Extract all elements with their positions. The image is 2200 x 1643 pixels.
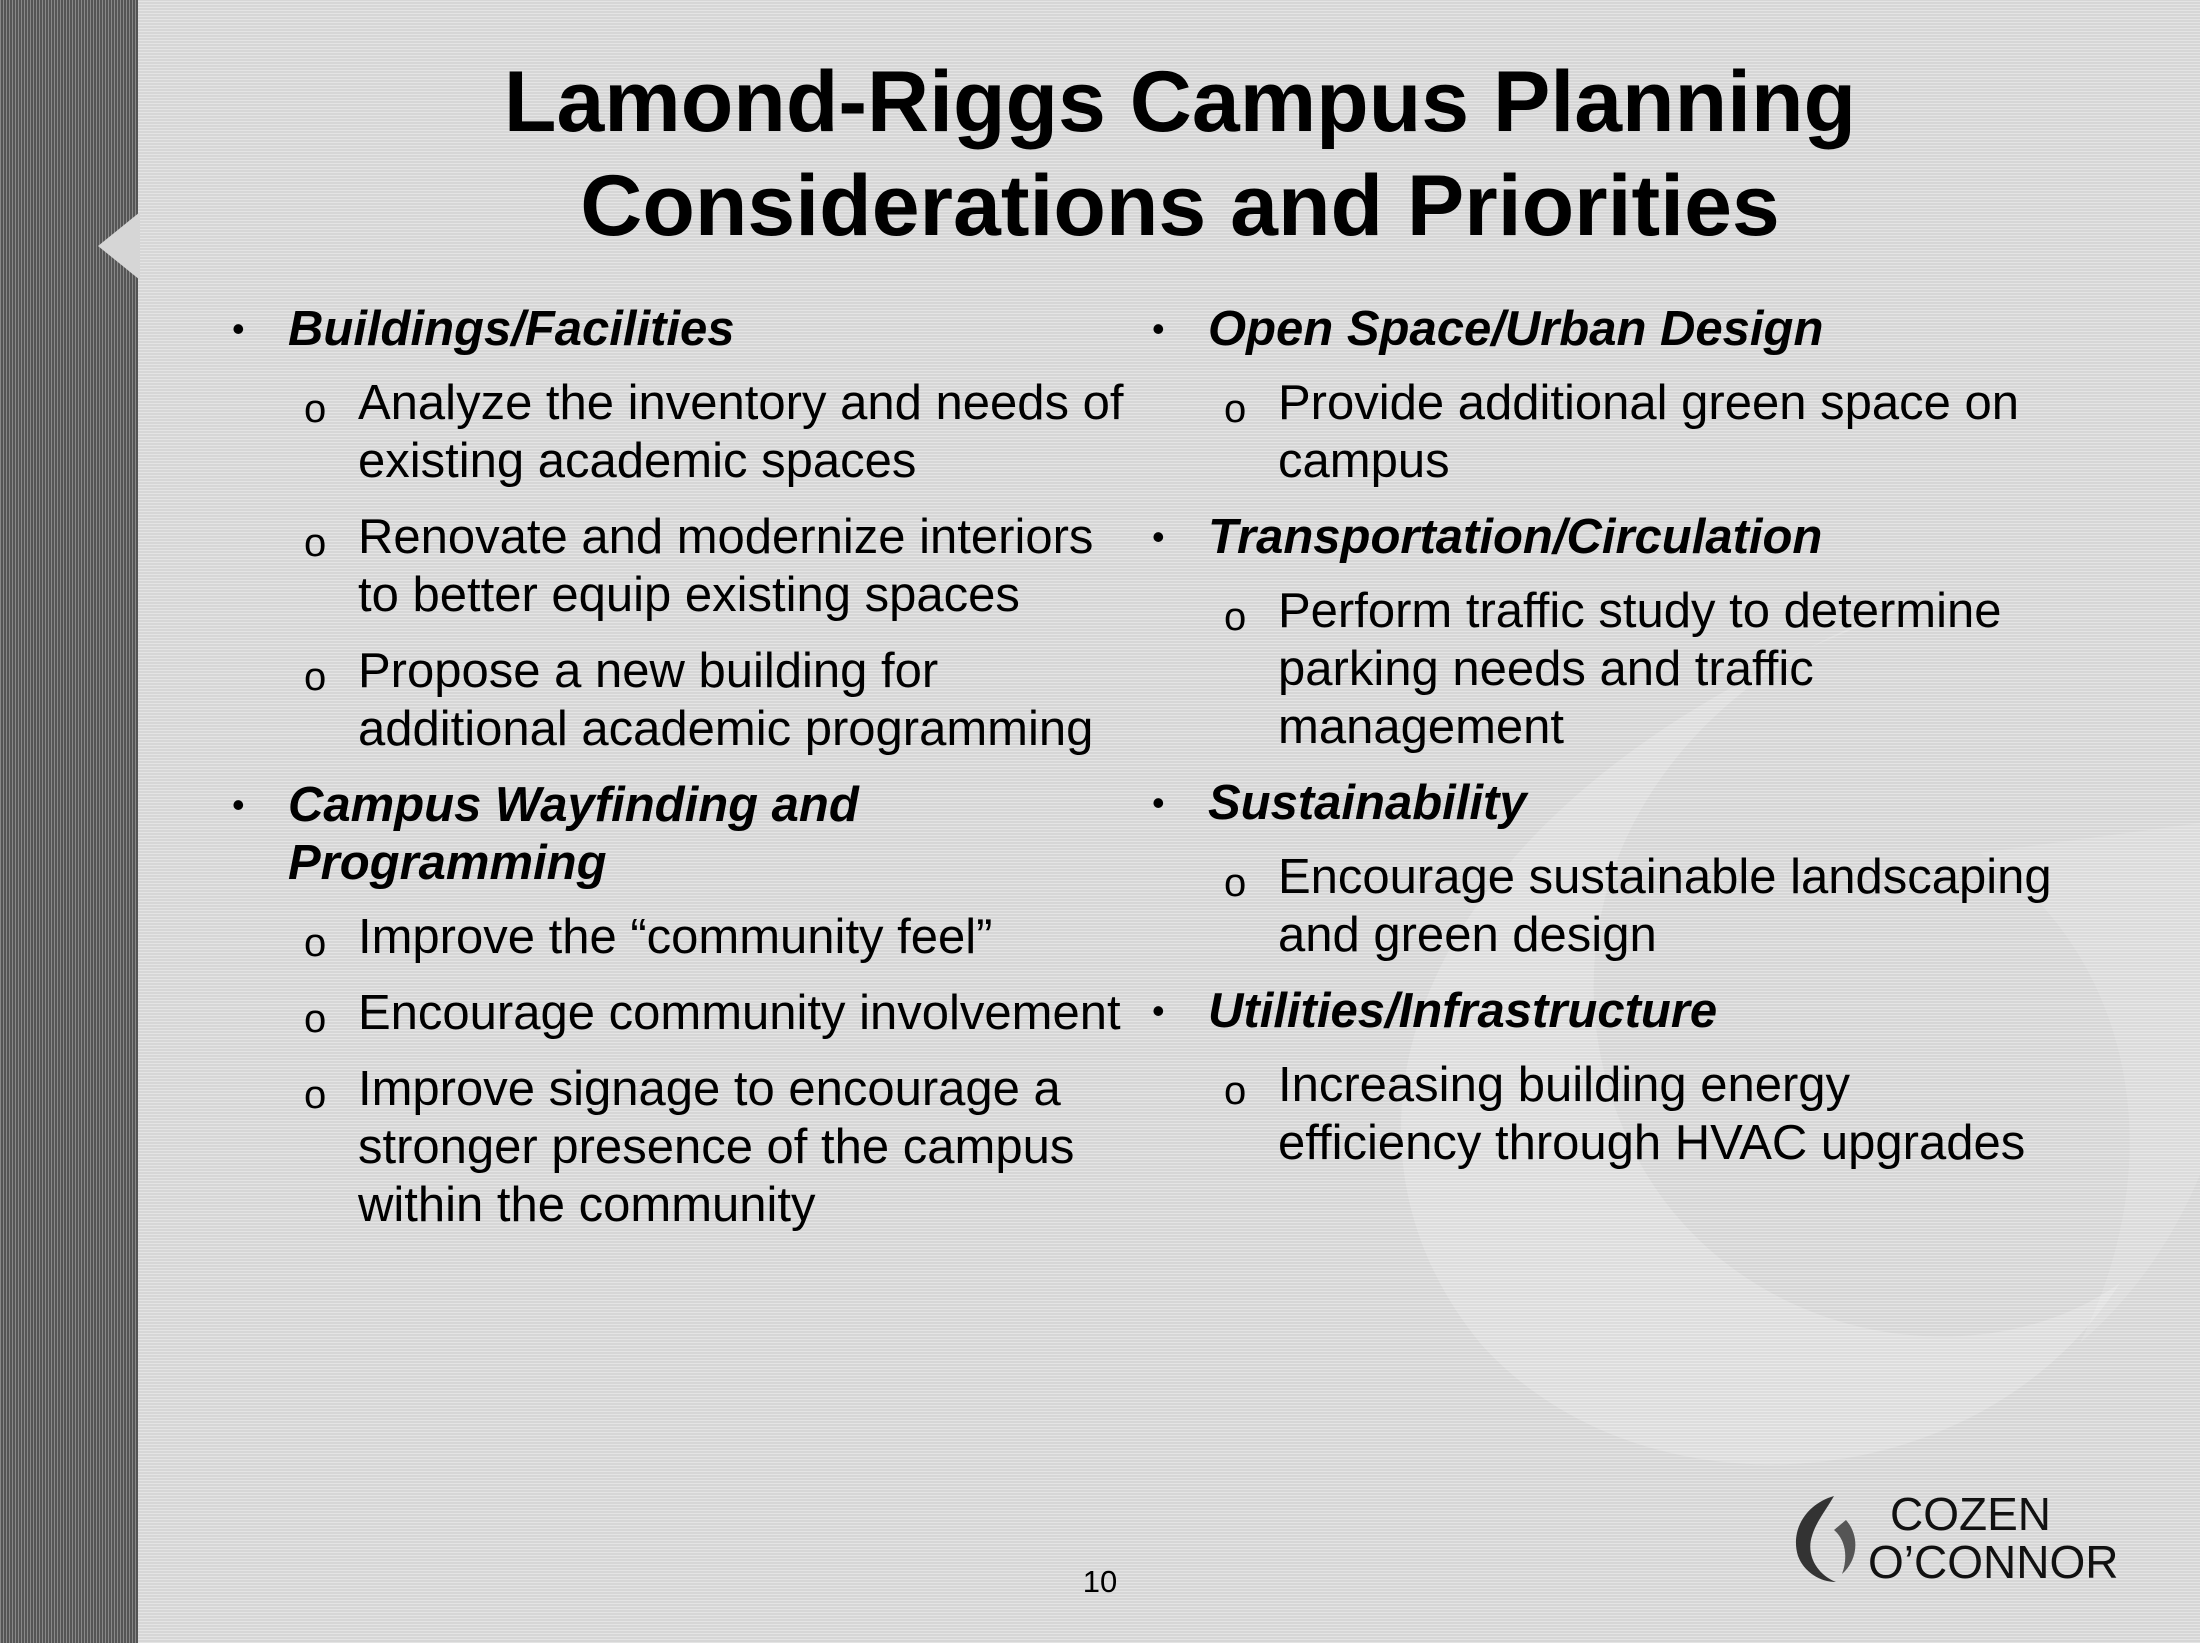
list-item	[220, 508, 1140, 624]
item-text: management	[1278, 700, 1565, 754]
bullet-dot: •	[1152, 516, 1165, 557]
section-heading-sustainability	[1140, 774, 2100, 832]
bullet-dot: •	[1152, 308, 1165, 349]
company-logo	[1776, 1490, 2136, 1590]
section-heading-transportation	[1140, 508, 2100, 566]
item-text: Renovate and modernize interiors	[358, 510, 1094, 564]
section-heading-open-space	[1140, 300, 2100, 358]
item-text: efficiency through HVAC upgrades	[1278, 1116, 2026, 1170]
item-text: Improve signage to encourage a	[358, 1062, 1061, 1116]
list-item	[1140, 848, 2100, 964]
left-bar-notch	[98, 212, 140, 280]
cozen-oconnor-swirl-icon	[1776, 1490, 1866, 1590]
section-heading-wayfinding	[220, 776, 1140, 892]
page-number: 10	[1082, 1564, 1118, 1599]
heading-text: Campus Wayfinding and	[288, 778, 859, 832]
item-text: campus	[1278, 434, 1450, 488]
sub-bullet: o	[1224, 1069, 1247, 1113]
bullet-dot: •	[232, 308, 245, 349]
sub-bullet: o	[1224, 387, 1247, 431]
item-text: Provide additional green space on	[1278, 376, 2019, 430]
heading-text: Open Space/Urban Design	[1208, 302, 1824, 356]
item-text: additional academic programming	[358, 702, 1094, 756]
logo-line-2: O’CONNOR	[1868, 1536, 2119, 1588]
sub-bullet: o	[1224, 861, 1247, 905]
page-title	[230, 50, 2130, 258]
item-text: Improve the “community feel”	[358, 910, 993, 964]
sub-bullet: o	[304, 387, 327, 431]
heading-text: Programming	[288, 836, 607, 890]
sub-bullet: o	[304, 521, 327, 565]
right-column	[1140, 300, 2100, 1190]
bullet-dot: •	[1152, 782, 1165, 823]
title-line-1: Lamond-Riggs Campus Planning	[503, 54, 1857, 150]
section-heading-utilities	[1140, 982, 2100, 1040]
section-heading-buildings	[220, 300, 1140, 358]
heading-text: Utilities/Infrastructure	[1208, 984, 1718, 1038]
sub-bullet: o	[1224, 595, 1247, 639]
item-text: Increasing building energy	[1278, 1058, 1851, 1112]
list-item	[220, 374, 1140, 490]
item-text: parking needs and traffic	[1278, 642, 1814, 696]
list-item	[220, 908, 1140, 966]
sub-bullet: o	[304, 997, 327, 1041]
item-text: Encourage community involvement	[358, 986, 1121, 1040]
left-column	[220, 300, 1140, 1252]
list-item	[1140, 1056, 2100, 1172]
item-text: within the community	[358, 1178, 816, 1232]
list-item	[220, 642, 1140, 758]
logo-line-1: COZEN	[1890, 1488, 2051, 1540]
logo-wordmark	[1868, 1490, 2118, 1586]
heading-text: Transportation/Circulation	[1208, 510, 1823, 564]
item-text: Propose a new building for	[358, 644, 939, 698]
item-text: Perform traffic study to determine	[1278, 584, 2002, 638]
sub-bullet: o	[304, 655, 327, 699]
bullet-dot: •	[1152, 990, 1165, 1031]
item-text: Analyze the inventory and needs of	[358, 376, 1124, 430]
list-item	[220, 984, 1140, 1042]
list-item	[1140, 374, 2100, 490]
title-line-2: Considerations and Priorities	[580, 158, 1780, 254]
item-text: Encourage sustainable landscaping	[1278, 850, 2052, 904]
list-item	[1140, 582, 2100, 756]
item-text: and green design	[1278, 908, 1657, 962]
bullet-dot: •	[232, 784, 245, 825]
item-text: stronger presence of the campus	[358, 1120, 1075, 1174]
list-item	[220, 1060, 1140, 1234]
heading-text: Buildings/Facilities	[288, 302, 735, 356]
item-text: existing academic spaces	[358, 434, 917, 488]
heading-text: Sustainability	[1208, 776, 1527, 830]
sub-bullet: o	[304, 921, 327, 965]
sub-bullet: o	[304, 1073, 327, 1117]
item-text: to better equip existing spaces	[358, 568, 1020, 622]
